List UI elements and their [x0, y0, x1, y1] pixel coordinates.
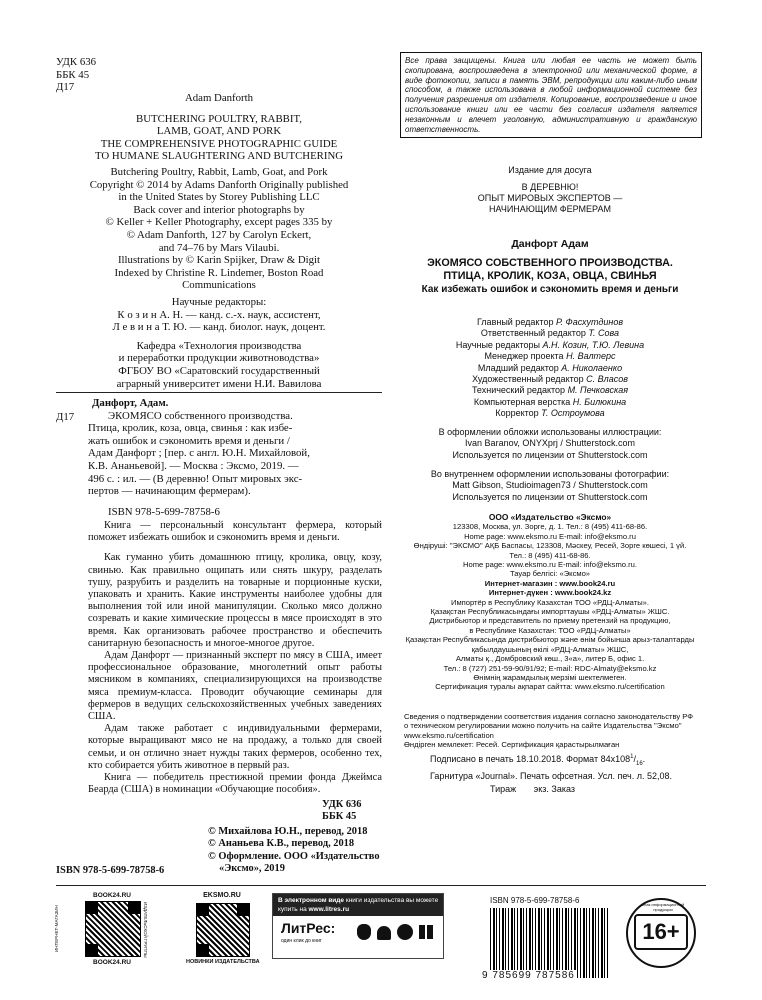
- copyright-translation: © Михайлова Ю.Н., перевод, 2018: [208, 826, 368, 837]
- ru-subtitle: Как избежать ошибок и сэкономить время и деньги: [421, 284, 679, 295]
- copyright-line: © Adam Danforth, 127 by Carolyn Eckert,: [126, 228, 312, 241]
- copyright-line: Indexed by Christine R. Lindemer, Boston Road: [114, 266, 324, 279]
- udk-top-block: [56, 56, 382, 94]
- publisher-line: Home page: www.eksmo.ru E-mail: info@eksmo.ru: [464, 531, 636, 541]
- staff-line: [400, 351, 700, 362]
- english-copyright-block: [56, 166, 382, 292]
- staff-name: Т. Сова: [588, 328, 620, 339]
- ebook-line-bold: В электронном виде: [278, 897, 345, 904]
- web-shop-kz: Интернет-дүкен : www.book24.kz: [488, 588, 612, 598]
- staff-role: Технический редактор: [471, 385, 568, 396]
- staff-line: [400, 328, 700, 339]
- inner-photos: [400, 469, 700, 503]
- annotation-paragraph: Адам также работает с индивидуальными фермерами, которые выращивают мясо не на продажу, а только для своей семьи, и он отлично знает нужды таких фермеров, особенно тех, кто собирается убить животное в первый раз.: [88, 723, 382, 771]
- author-mark: Д17: [56, 81, 75, 94]
- cert-line: www.eksmo.ru/certification: [404, 730, 494, 740]
- staff-role: Художественный редактор: [472, 374, 587, 385]
- cert-line: о техническом регулировании можно получить на сайте Издательства "Эксмо": [404, 721, 682, 731]
- staff-role: Младший редактор: [477, 362, 562, 373]
- catalog-line: 496 с. : ил. — (В деревню! Опыт мировых экс-: [88, 472, 303, 485]
- importer-line: Өнімнің жарамдылық мерзімі шектелмеген.: [473, 672, 627, 682]
- staff-role: Научные редакторы: [455, 339, 543, 350]
- catalog-line: ЭКОМЯСО собственного производства.: [108, 409, 293, 422]
- staff-role: Корректор: [495, 408, 542, 419]
- format-den: 16: [635, 760, 643, 767]
- rights-box: [400, 52, 702, 138]
- staff-role: Менеджер проекта: [484, 351, 567, 362]
- age-rating: 16+: [634, 914, 688, 950]
- copyright-design: © Оформление. ООО «Издательство: [208, 850, 380, 862]
- copyright-line: Copyright © 2014 by Adams Danforth Originally published: [89, 178, 349, 191]
- isbn-barcode-label: ISBN 978-5-699-78758-6: [490, 896, 580, 905]
- certification-block: [404, 712, 704, 750]
- staff-line: [400, 385, 700, 396]
- series-line: НАЧИНАЮЩИМ ФЕРМЕРАМ: [489, 204, 611, 214]
- bbk-code: ББК 45: [56, 68, 90, 81]
- bbk-code: ББК 45: [322, 811, 357, 823]
- ebook-line-rest: книги издательства вы можете: [344, 897, 439, 904]
- android-icon: [377, 926, 391, 940]
- staff-name: Т. Остроумова: [541, 408, 605, 419]
- staff-name: А. Николаенко: [561, 362, 623, 373]
- illus-line: В оформлении обложки использованы иллюстрации:: [438, 427, 662, 437]
- ru-title-block: [400, 257, 700, 296]
- editor-name: К о з и н А. Н.: [117, 308, 184, 321]
- importer-line: Қазақстан Республикасында дистрибьютор және өнім бойынша арыз-талаптарды: [405, 635, 695, 645]
- importer-line: Дистрибьютор и представитель по приему претензий на продукцию,: [429, 616, 671, 626]
- department-line: и переработки продукции животноводства»: [118, 352, 320, 365]
- print-line: Гарнитура «Journal». Печать офсетная. Усл. печ. л. 52,08.: [430, 771, 673, 782]
- ebook-line: [273, 905, 443, 916]
- litres-banner: [272, 893, 444, 959]
- editors-heading: Научные редакторы:: [171, 296, 267, 308]
- book24-side-left: ИНТЕРНЕТ-МАГАЗИН: [54, 905, 59, 952]
- book24-qr-icon: [85, 901, 141, 957]
- catalog-card: [88, 397, 382, 518]
- series-line: В ДЕРЕВНЮ!: [521, 182, 579, 192]
- photo-line: Matt Gibson, Studioimagen73 / Shutterstock.com: [452, 480, 648, 491]
- english-title-line: BUTCHERING POULTRY, RABBIT,: [136, 112, 302, 125]
- litres-link[interactable]: www.litres.ru: [308, 906, 350, 913]
- editor-title: — канд. биолог. наук, доцент.: [186, 321, 326, 334]
- print-date: Подписано в печать 18.10.2018. Формат 84x108: [430, 754, 631, 764]
- copyrights-block: [208, 826, 380, 876]
- staff-line: [400, 397, 700, 408]
- ru-title-line: ЭКОМЯСО СОБСТВЕННОГО ПРОИЗВОДСТВА.: [427, 257, 673, 269]
- rights-text: Все права защищены. Книга или любая ее часть не может быть скопирована, воспроизведена в электронной или механической форме, в виде фотокопии, записи в память ЭВМ, репродукции или каким-либо иным способом, а также использована в любой информационной системе без получения разрешения от издателя. Копирование, воспроизведение и иное использование книги или ее части без согласия издателя является незаконным и влечет уголовную, административную и гражданскую ответственность.: [405, 56, 697, 134]
- udk-bottom-block: [322, 799, 361, 824]
- cert-line: Сведения о подтверждении соответствия издания согласно законодательству РФ: [404, 712, 694, 721]
- book24-label-bottom: BOOK24.RU: [93, 959, 131, 966]
- litres-logo: ЛитРес:: [281, 920, 336, 936]
- importer-line: Тел.: 8 (727) 251-59-90/91/92; E-mail: RDC-Almaty@eksmo.kz: [443, 663, 657, 673]
- importer-line: в Республике Казахстан: ТОО «РДЦ-Алматы»: [469, 625, 631, 635]
- staff-role: Ответственный редактор: [480, 328, 589, 339]
- isbn-barcode: [490, 908, 610, 978]
- importer-line: Импортёр в Республику Казахстан ТОО «РДЦ-Алматы».: [450, 597, 649, 607]
- publisher-block: [400, 513, 700, 692]
- importer-line: қабылдаушының өкілі «РДЦ-Алматы» ЖШС,: [471, 644, 629, 654]
- staff-name: Н. Валтерс: [566, 351, 616, 362]
- litres-slogan: один клик до книг: [281, 938, 322, 944]
- print-line: Тираж экз. Заказ: [490, 783, 576, 794]
- catalog-line: пертов — начинающим фермерам).: [88, 485, 251, 498]
- illus-line: Ivan Baranov, ONYXprj / Shutterstock.com: [465, 438, 635, 449]
- department-line: Кафедра «Технология производства: [136, 339, 302, 352]
- illus-line: Используется по лицензии от Shutterstock.com: [452, 449, 648, 460]
- english-author: Adam Danforth: [184, 92, 254, 104]
- publisher-line: Тауар белгісі: «Эксмо»: [509, 569, 591, 579]
- importer-line: Алматы қ., Домбровский көш., 3«а», литер Б, офис 1.: [455, 654, 645, 664]
- ebook-line-rest: купить на: [278, 906, 309, 913]
- copyright-line: © Keller + Keller Photography, except pages 335 by: [105, 216, 333, 229]
- web-shop: Интернет-магазин : www.book24.ru: [484, 578, 616, 588]
- staff-name: Р. Фасхутдинов: [555, 317, 624, 327]
- importer-line: Сертификация туралы ақпарат сайтта: www.eksmo.ru/certification: [435, 682, 665, 692]
- udk-code: УДК 636: [322, 799, 362, 810]
- editor-title: — канд. с.-х. наук, ассистент,: [183, 308, 321, 321]
- copyright-line: and 74–76 by Mars Vilaubi.: [158, 241, 280, 254]
- copyright-line: Illustrations by © Karin Spijker, Draw & Digit: [117, 254, 321, 267]
- importer-line: Қазақстан Республикасындағы импорттаушы «РДЦ-Алматы» ЖШС.: [430, 607, 670, 617]
- staff-name: А.Н. Козин, Т.Ю. Левина: [542, 339, 645, 350]
- catalog-author: Данфорт, Адам.: [92, 397, 169, 409]
- copyright-line: in the United States by Storey Publishing LLC: [118, 191, 320, 204]
- catalog-isbn: ISBN 978-5-699-78758-6: [108, 505, 220, 518]
- copyright-line: Butchering Poultry, Rabbit, Lamb, Goat, and Pork: [110, 166, 328, 178]
- staff-role: Главный редактор: [476, 317, 556, 327]
- windows-icon: [419, 925, 433, 939]
- copyright-line: Back cover and interior photographs by: [133, 203, 305, 216]
- staff-block: [400, 317, 700, 420]
- catalog-line: Адам Данфорт ; [пер. с англ. Ю.Н. Михайловой,: [88, 447, 310, 460]
- annotation-paragraph: Как гуманно убить домашнюю птицу, кролика, овцу, козу, свинью. Как правильно ощипать или снять шкуру, разделать тушу, разрубить и разделить на товарные и порционные куски, упаковать и хранить. Какие инструменты наиболее удобны для выполнения той или иной манипуляции. Сколько мясо должно созревать и какие химические процессы в мясе происходят в это время. Как организовать рабочее пространство и обеспечить санитарную безопасность и многое-многое другое.: [88, 552, 382, 649]
- scientific-editors-block: [56, 296, 382, 390]
- apple-icon: [357, 924, 371, 940]
- editor-line: [56, 321, 382, 334]
- catalog-line: жать ошибок и сэкономить время и деньги /: [88, 434, 290, 447]
- annotation-paragraph: Книга — победитель престижной премии фонда Джеймса Беарда (США) в номинации «Обучающие пособия».: [88, 772, 382, 796]
- catalog-code: Д17: [56, 411, 75, 423]
- department-line: аграрный университет имени Н.И. Вавилова: [116, 377, 322, 390]
- player-icon: [397, 924, 413, 940]
- eksmo-qr-block: [186, 892, 258, 984]
- cover-illustrations: [400, 427, 700, 461]
- ebook-line: [273, 894, 443, 905]
- print-block: [430, 751, 710, 795]
- isbn-bottom: ISBN 978-5-699-78758-6: [56, 865, 165, 876]
- publisher-line: Home page: www.eksmo.ru E-mail: info@eksmo.ru.: [463, 560, 637, 570]
- eksmo-label: EKSMO.RU: [203, 892, 241, 899]
- book24-label: BOOK24.RU: [93, 892, 131, 899]
- annotation-paragraph: Адам Данфорт — признанный эксперт по мясу в США, имеет профессиональное образование, многолетний опыт работы мясником в компаниях, специализирующихся на производстве мяса премиум-класса. Проводит обучающие семинары для фермеров в ведущих сельскохозяйственных учебных заведениях США.: [88, 650, 382, 723]
- age-ring-text: Знак информационной продукции: [641, 902, 685, 912]
- editor-name: Л е в и н а Т. Ю.: [112, 321, 187, 334]
- publisher-line: Тел.: 8 (495) 411-68-86.: [509, 550, 591, 560]
- ru-author: Данфорт Адам: [511, 238, 589, 250]
- staff-line: [400, 374, 700, 385]
- footer-divider: [56, 885, 706, 886]
- cert-line: Өндірген мемлекет: Ресей. Сертификация қарастырылмаған: [404, 740, 620, 750]
- staff-name: С. Власов: [586, 374, 628, 385]
- english-title-line: LAMB, GOAT, AND PORK: [156, 125, 282, 138]
- staff-name: М. Печковская: [567, 385, 629, 396]
- publisher-line: Өндіруші: "ЭКСМО" АҚБ Баспасы, 123308, Мәскеу, Ресей, Зорге көшесі, 1 үй.: [413, 541, 687, 551]
- english-title-line: THE COMPREHENSIVE PHOTOGRAPHIC GUIDE: [100, 137, 338, 150]
- eksmo-label-bottom: НОВИНКИ ИЗДАТЕЛЬСТВА: [186, 959, 260, 965]
- leisure-label: Издание для досуга: [508, 165, 592, 175]
- copyright-translation: © Ананьева К.В., перевод, 2018: [208, 838, 355, 850]
- series-line: ОПЫТ МИРОВЫХ ЭКСПЕРТОВ —: [477, 193, 623, 203]
- copyright-design: «Эксмо», 2019: [219, 863, 285, 875]
- staff-line: [400, 317, 700, 328]
- department-line: ФГБОУ ВО «Саратовский государственный: [118, 364, 320, 377]
- annotation-paragraph: Книга — персональный консультант фермера, который поможет избежать ошибок и сэкономить время и деньги.: [88, 520, 382, 544]
- editor-line: [56, 309, 382, 322]
- catalog-line: Птица, кролик, коза, овца, свинья : как избе-: [88, 422, 293, 435]
- copyright-line: Communications: [182, 279, 256, 292]
- ru-title-line: ПТИЦА, КРОЛИК, КОЗА, ОВЦА, СВИНЬЯ: [443, 270, 657, 282]
- catalog-line: К.В. Ананьевой]. — Москва : Эксмо, 2019. —: [88, 459, 299, 472]
- staff-role: Компьютерная верстка: [473, 396, 573, 407]
- eksmo-qr-icon: [196, 903, 250, 957]
- staff-line: [400, 340, 700, 351]
- print-line: Подписано в печать 18.10.2018. Формат $84x108^1/_{16}$.: [430, 754, 646, 767]
- staff-line: [400, 363, 700, 374]
- publisher-name: ООО «Издательство «Эксмо»: [488, 512, 612, 522]
- english-title-line: TO HUMANE SLAUGHTERING AND BUTCHERING: [94, 150, 344, 163]
- staff-line: [400, 408, 700, 419]
- publisher-line: 123308, Москва, ул. Зорге, д. 1. Тел.: 8 (495) 411-68-86.: [452, 522, 648, 532]
- photo-line: Во внутреннем оформлении использованы фотографии:: [430, 469, 670, 479]
- annotation-block: [88, 520, 382, 796]
- english-title-block: [56, 92, 382, 163]
- book24-qr-block: [54, 892, 152, 984]
- staff-name: Н. Билюкина: [572, 396, 627, 407]
- age-badge: [626, 898, 696, 968]
- udk-code: УДК 636: [56, 56, 97, 68]
- catalog-divider: [56, 392, 382, 393]
- series-block: [400, 165, 700, 215]
- photo-line: Используется по лицензии от Shutterstock.com: [452, 491, 648, 502]
- book24-side-right: ИЗДАТЕЛЬСКОЙ ГРУППЫ: [143, 902, 148, 958]
- barcode-digits: 9 785699 787586: [482, 970, 575, 981]
- format-num: 1: [630, 754, 634, 760]
